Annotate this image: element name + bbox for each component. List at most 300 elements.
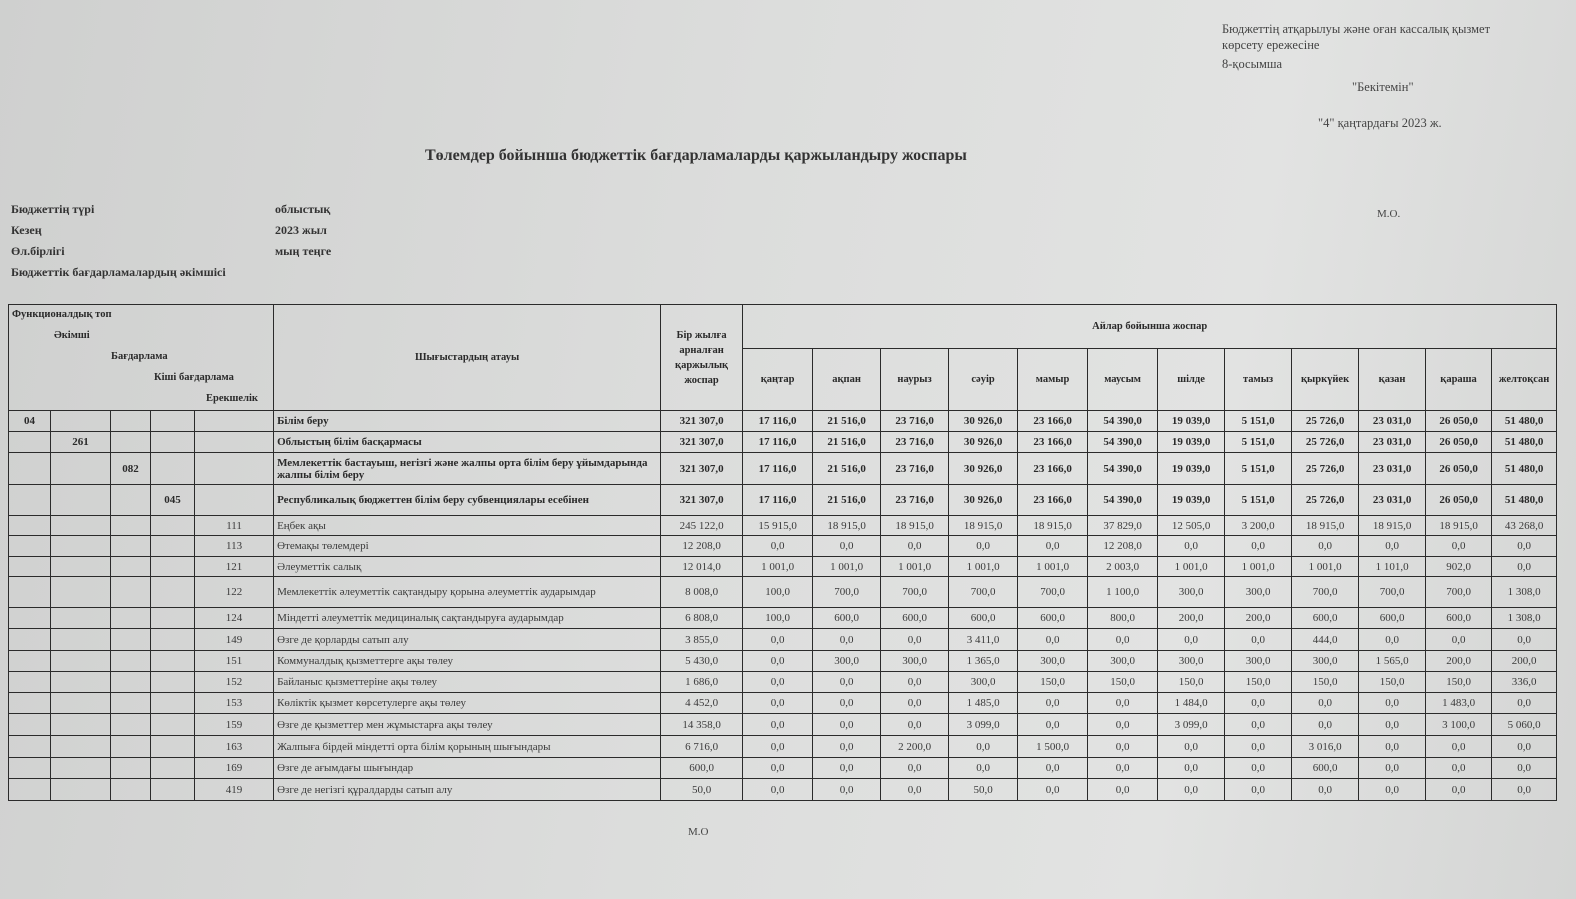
month-value: 0,0: [1018, 693, 1088, 714]
month-value: 100,0: [743, 577, 813, 608]
month-value: 18 915,0: [881, 516, 949, 536]
program-code: [111, 516, 151, 536]
month-value: 300,0: [881, 651, 949, 672]
program-code: [111, 577, 151, 608]
month-value: 0,0: [1018, 536, 1088, 557]
month-value: 700,0: [813, 577, 881, 608]
subprogram-code: [151, 577, 195, 608]
header-month: желтоқсан: [1492, 349, 1557, 411]
month-value: 0,0: [813, 536, 881, 557]
header-annual-plan: Бір жылға арналған қаржылық жоспар: [661, 305, 743, 411]
header-month: сәуір: [949, 349, 1018, 411]
month-value: 54 390,0: [1088, 432, 1158, 453]
month-value: 26 050,0: [1426, 453, 1492, 485]
annual-plan-value: 3 855,0: [661, 629, 743, 651]
month-value: 21 516,0: [813, 432, 881, 453]
month-value: 19 039,0: [1158, 453, 1225, 485]
month-value: 200,0: [1225, 608, 1292, 629]
header-expense-name: Шығыстардың атауы: [274, 305, 661, 411]
month-value: 23 031,0: [1359, 432, 1426, 453]
month-value: 700,0: [1018, 577, 1088, 608]
header-month: ақпан: [813, 349, 881, 411]
month-value: 17 116,0: [743, 453, 813, 485]
table-row: [9, 651, 1557, 672]
annual-plan-value: 8 008,0: [661, 577, 743, 608]
month-value: 700,0: [949, 577, 1018, 608]
code-headers-cell: [9, 305, 274, 411]
functional-group-code: [9, 736, 51, 758]
month-value: 23 716,0: [881, 432, 949, 453]
table-row: [9, 714, 1557, 736]
budget-plan-table: [8, 304, 1557, 801]
month-value: 0,0: [1292, 693, 1359, 714]
month-value: 51 480,0: [1492, 411, 1557, 432]
month-value: 0,0: [743, 536, 813, 557]
specifics-code: [195, 485, 274, 516]
month-value: 23 716,0: [881, 485, 949, 516]
month-value: 0,0: [1426, 536, 1492, 557]
month-value: 0,0: [813, 736, 881, 758]
annual-plan-value: 14 358,0: [661, 714, 743, 736]
month-value: 600,0: [1292, 758, 1359, 779]
administrator-code: [51, 629, 111, 651]
month-value: 26 050,0: [1426, 411, 1492, 432]
expense-name: Көліктік қызмет көрсетулерге ақы төлеу: [274, 693, 661, 714]
month-value: 300,0: [949, 672, 1018, 693]
month-value: 0,0: [1292, 714, 1359, 736]
month-value: 0,0: [1359, 693, 1426, 714]
subprogram-code: [151, 758, 195, 779]
functional-group-code: [9, 536, 51, 557]
month-value: 0,0: [1088, 629, 1158, 651]
annual-plan-value: 321 307,0: [661, 485, 743, 516]
month-value: 0,0: [1492, 736, 1557, 758]
header-subprogram: Кіші бағдарлама: [154, 372, 234, 383]
expense-name: Өзге де қызметтер мен жұмыстарға ақы төлеу: [274, 714, 661, 736]
month-value: 19 039,0: [1158, 485, 1225, 516]
approval-rule-line2: көрсету ережесіне: [1222, 38, 1320, 52]
month-value: 0,0: [1292, 779, 1359, 801]
month-value: 1 001,0: [743, 557, 813, 577]
month-value: 51 480,0: [1492, 453, 1557, 485]
month-value: 21 516,0: [813, 485, 881, 516]
annual-plan-value: 245 122,0: [661, 516, 743, 536]
month-value: 300,0: [813, 651, 881, 672]
month-value: 23 166,0: [1018, 453, 1088, 485]
annual-plan-value: 6 716,0: [661, 736, 743, 758]
table-row: [9, 557, 1557, 577]
month-value: 0,0: [1225, 536, 1292, 557]
month-value: 600,0: [813, 608, 881, 629]
month-value: 0,0: [1426, 736, 1492, 758]
month-value: 1 101,0: [1359, 557, 1426, 577]
month-value: 12 208,0: [1088, 536, 1158, 557]
month-value: 200,0: [1158, 608, 1225, 629]
month-value: 0,0: [949, 536, 1018, 557]
month-value: 18 915,0: [1292, 516, 1359, 536]
expense-name: Өзге де негізгі құралдарды сатып алу: [274, 779, 661, 801]
month-value: 0,0: [743, 672, 813, 693]
month-value: 23 031,0: [1359, 453, 1426, 485]
month-value: 336,0: [1492, 672, 1557, 693]
specifics-code: 149: [195, 629, 274, 651]
month-value: 0,0: [813, 629, 881, 651]
month-value: 0,0: [1359, 779, 1426, 801]
header-month: маусым: [1088, 349, 1158, 411]
month-value: 1 001,0: [1292, 557, 1359, 577]
month-value: 0,0: [1088, 693, 1158, 714]
administrator-code: [51, 672, 111, 693]
administrator-code: [51, 516, 111, 536]
month-value: 600,0: [949, 608, 1018, 629]
month-value: 1 500,0: [1018, 736, 1088, 758]
month-value: 0,0: [1225, 779, 1292, 801]
month-value: 300,0: [1018, 651, 1088, 672]
header-monthly-plan: Айлар бойынша жоспар: [743, 305, 1557, 349]
month-value: 30 926,0: [949, 432, 1018, 453]
month-value: 26 050,0: [1426, 432, 1492, 453]
table-row: [9, 453, 1557, 485]
month-value: 0,0: [1088, 736, 1158, 758]
header-month: қараша: [1426, 349, 1492, 411]
month-value: 5 151,0: [1225, 432, 1292, 453]
month-value: 0,0: [1158, 629, 1225, 651]
expense-name: Мемлекеттік әлеуметтік сақтандыру қорына әлеуметтік аударымдар: [274, 577, 661, 608]
expense-name: Байланыс қызметтеріне ақы төлеу: [274, 672, 661, 693]
program-code: [111, 693, 151, 714]
expense-name: Өзге де қорларды сатып алу: [274, 629, 661, 651]
month-value: 1 485,0: [949, 693, 1018, 714]
functional-group-code: [9, 779, 51, 801]
header-program: Бағдарлама: [111, 351, 168, 362]
annual-plan-value: 50,0: [661, 779, 743, 801]
month-value: 2 200,0: [881, 736, 949, 758]
month-value: 30 926,0: [949, 485, 1018, 516]
program-code: [111, 672, 151, 693]
approval-rule-line1: Бюджеттің атқарылуы және оған кассалық қызмет: [1222, 22, 1491, 36]
header-month: қыркүйек: [1292, 349, 1359, 411]
subprogram-code: [151, 651, 195, 672]
month-value: 1 001,0: [881, 557, 949, 577]
approval-date: "4" қаңтардағы 2023 ж.: [1318, 116, 1442, 130]
expense-name: Білім беру: [274, 411, 661, 432]
month-value: 51 480,0: [1492, 485, 1557, 516]
month-value: 21 516,0: [813, 453, 881, 485]
month-value: 3 100,0: [1426, 714, 1492, 736]
annual-plan-value: 600,0: [661, 758, 743, 779]
subprogram-code: [151, 714, 195, 736]
month-value: 18 915,0: [1426, 516, 1492, 536]
month-value: 0,0: [1292, 536, 1359, 557]
month-value: 0,0: [1088, 758, 1158, 779]
month-value: 0,0: [1225, 629, 1292, 651]
month-value: 23 166,0: [1018, 411, 1088, 432]
month-value: 0,0: [1225, 736, 1292, 758]
administrator-code: [51, 536, 111, 557]
month-value: 0,0: [813, 779, 881, 801]
specifics-code: [195, 453, 274, 485]
month-value: 43 268,0: [1492, 516, 1557, 536]
expense-name: Өтемақы төлемдері: [274, 536, 661, 557]
expense-name: Мемлекеттік бастауыш, негізгі және жалпы орта білім беру ұйымдарында жалпы білім беру: [274, 453, 661, 485]
program-code: 082: [111, 453, 151, 485]
month-value: 300,0: [1158, 651, 1225, 672]
month-value: 18 915,0: [949, 516, 1018, 536]
month-value: 1 308,0: [1492, 577, 1557, 608]
month-value: 1 001,0: [813, 557, 881, 577]
program-code: [111, 485, 151, 516]
month-value: 15 915,0: [743, 516, 813, 536]
month-value: 23 166,0: [1018, 485, 1088, 516]
month-value: 12 505,0: [1158, 516, 1225, 536]
month-value: 17 116,0: [743, 485, 813, 516]
expense-name: Әлеуметтік салық: [274, 557, 661, 577]
month-value: 902,0: [1426, 557, 1492, 577]
month-value: 0,0: [881, 758, 949, 779]
appendix-label: 8-қосымша: [1222, 57, 1283, 71]
month-value: 51 480,0: [1492, 432, 1557, 453]
month-value: 0,0: [1359, 714, 1426, 736]
month-value: 0,0: [1426, 629, 1492, 651]
expense-name: Коммуналдық қызметтерге ақы төлеу: [274, 651, 661, 672]
month-value: 3 200,0: [1225, 516, 1292, 536]
subprogram-code: [151, 516, 195, 536]
month-value: 0,0: [1225, 714, 1292, 736]
header-functional-group: Функционалдық топ: [12, 309, 112, 320]
subprogram-code: [151, 629, 195, 651]
month-value: 800,0: [1088, 608, 1158, 629]
header-administrator: Әкімші: [54, 330, 90, 341]
subprogram-code: [151, 453, 195, 485]
month-value: 1 100,0: [1088, 577, 1158, 608]
functional-group-code: [9, 516, 51, 536]
month-value: 3 411,0: [949, 629, 1018, 651]
approval-stamp: М.О.: [1377, 208, 1401, 220]
specifics-code: 419: [195, 779, 274, 801]
month-value: 54 390,0: [1088, 453, 1158, 485]
administrator-code: [51, 577, 111, 608]
month-value: 0,0: [1158, 779, 1225, 801]
month-value: 0,0: [743, 758, 813, 779]
functional-group-code: [9, 651, 51, 672]
month-value: 0,0: [949, 758, 1018, 779]
administrator-code: [51, 693, 111, 714]
expense-name: Облыстың білім басқармасы: [274, 432, 661, 453]
month-value: 150,0: [1088, 672, 1158, 693]
month-value: 0,0: [1492, 536, 1557, 557]
functional-group-code: [9, 577, 51, 608]
month-value: 1 001,0: [949, 557, 1018, 577]
annual-plan-value: 1 686,0: [661, 672, 743, 693]
subprogram-code: [151, 779, 195, 801]
month-value: 0,0: [1492, 629, 1557, 651]
subprogram-code: [151, 736, 195, 758]
functional-group-code: [9, 557, 51, 577]
month-value: 444,0: [1292, 629, 1359, 651]
table-row: [9, 485, 1557, 516]
program-code: [111, 608, 151, 629]
specifics-code: [195, 432, 274, 453]
month-value: 5 151,0: [1225, 411, 1292, 432]
month-value: 0,0: [1158, 736, 1225, 758]
administrator-code: [51, 485, 111, 516]
month-value: 0,0: [881, 779, 949, 801]
month-value: 0,0: [813, 714, 881, 736]
month-value: 1 365,0: [949, 651, 1018, 672]
month-value: 37 829,0: [1088, 516, 1158, 536]
administrator-code: 261: [51, 432, 111, 453]
month-value: 0,0: [1359, 758, 1426, 779]
month-value: 2 003,0: [1088, 557, 1158, 577]
annual-plan-value: 6 808,0: [661, 608, 743, 629]
specifics-code: 169: [195, 758, 274, 779]
table-row: [9, 736, 1557, 758]
month-value: 700,0: [1292, 577, 1359, 608]
month-value: 0,0: [813, 693, 881, 714]
month-value: 300,0: [1225, 651, 1292, 672]
month-value: 25 726,0: [1292, 432, 1359, 453]
month-value: 600,0: [1426, 608, 1492, 629]
month-value: 25 726,0: [1292, 411, 1359, 432]
program-code: [111, 557, 151, 577]
administrator-code: [51, 736, 111, 758]
month-value: 0,0: [1492, 758, 1557, 779]
table-row: [9, 758, 1557, 779]
month-value: 26 050,0: [1426, 485, 1492, 516]
annual-plan-value: 12 014,0: [661, 557, 743, 577]
expense-name: Республикалық бюджеттен білім беру субвенциялары есебінен: [274, 485, 661, 516]
month-value: 200,0: [1426, 651, 1492, 672]
administrator-code: [51, 608, 111, 629]
month-value: 1 483,0: [1426, 693, 1492, 714]
month-value: 0,0: [813, 758, 881, 779]
month-value: 0,0: [1158, 536, 1225, 557]
program-code: [111, 651, 151, 672]
subprogram-code: [151, 672, 195, 693]
header-month: тамыз: [1225, 349, 1292, 411]
program-code: [111, 629, 151, 651]
functional-group-code: [9, 453, 51, 485]
subprogram-code: [151, 536, 195, 557]
header-month: наурыз: [881, 349, 949, 411]
month-value: 150,0: [1158, 672, 1225, 693]
functional-group-code: [9, 672, 51, 693]
annual-plan-value: 5 430,0: [661, 651, 743, 672]
page-title: Төлемдер бойынша бюджеттік бағдарламаларды қаржыландыру жоспары: [425, 147, 967, 164]
month-value: 700,0: [1359, 577, 1426, 608]
administrator-code: [51, 557, 111, 577]
month-value: 0,0: [1158, 758, 1225, 779]
month-value: 23 031,0: [1359, 485, 1426, 516]
month-value: 17 116,0: [743, 432, 813, 453]
month-value: 0,0: [881, 672, 949, 693]
specifics-code: 152: [195, 672, 274, 693]
functional-group-code: [9, 608, 51, 629]
specifics-code: 159: [195, 714, 274, 736]
program-code: [111, 536, 151, 557]
month-value: 0,0: [743, 736, 813, 758]
month-value: 0,0: [743, 651, 813, 672]
functional-group-code: [9, 432, 51, 453]
functional-group-code: [9, 485, 51, 516]
table-row: [9, 432, 1557, 453]
functional-group-code: [9, 693, 51, 714]
month-value: 0,0: [1088, 779, 1158, 801]
month-value: 21 516,0: [813, 411, 881, 432]
month-value: 0,0: [881, 714, 949, 736]
month-value: 300,0: [1088, 651, 1158, 672]
month-value: 0,0: [881, 536, 949, 557]
month-value: 150,0: [1225, 672, 1292, 693]
subprogram-code: 045: [151, 485, 195, 516]
month-value: 0,0: [1492, 693, 1557, 714]
month-value: 18 915,0: [813, 516, 881, 536]
meta-value: облыстық: [275, 202, 331, 216]
header-month: қаңтар: [743, 349, 813, 411]
month-value: 0,0: [881, 629, 949, 651]
administrator-code: [51, 453, 111, 485]
month-value: 5 060,0: [1492, 714, 1557, 736]
table-row: [9, 693, 1557, 714]
month-value: 30 926,0: [949, 453, 1018, 485]
month-value: 1 001,0: [1018, 557, 1088, 577]
specifics-code: 111: [195, 516, 274, 536]
meta-value: мың теңге: [275, 244, 332, 258]
month-value: 0,0: [743, 714, 813, 736]
month-value: 3 099,0: [1158, 714, 1225, 736]
month-value: 200,0: [1492, 651, 1557, 672]
program-code: [111, 779, 151, 801]
month-value: 3 099,0: [949, 714, 1018, 736]
specifics-code: 151: [195, 651, 274, 672]
functional-group-code: [9, 714, 51, 736]
month-value: 0,0: [1018, 714, 1088, 736]
meta-label: Бюджеттің түрі: [11, 202, 95, 216]
administrator-code: [51, 651, 111, 672]
subprogram-code: [151, 693, 195, 714]
month-value: 0,0: [1225, 693, 1292, 714]
specifics-code: 122: [195, 577, 274, 608]
month-value: 30 926,0: [949, 411, 1018, 432]
program-code: [111, 411, 151, 432]
month-value: 100,0: [743, 608, 813, 629]
header-month: мамыр: [1018, 349, 1088, 411]
month-value: 17 116,0: [743, 411, 813, 432]
table-row: [9, 779, 1557, 801]
administrator-code: [51, 758, 111, 779]
month-value: 0,0: [1426, 779, 1492, 801]
table-row: [9, 536, 1557, 557]
month-value: 0,0: [743, 693, 813, 714]
month-value: 150,0: [1018, 672, 1088, 693]
program-code: [111, 714, 151, 736]
program-code: [111, 758, 151, 779]
month-value: 600,0: [881, 608, 949, 629]
specifics-code: 113: [195, 536, 274, 557]
month-value: 700,0: [881, 577, 949, 608]
administrator-code: [51, 779, 111, 801]
subprogram-code: [151, 557, 195, 577]
meta-label: Өл.бірлігі: [11, 244, 65, 258]
month-value: 0,0: [1018, 629, 1088, 651]
month-value: 600,0: [1359, 608, 1426, 629]
month-value: 300,0: [1292, 651, 1359, 672]
expense-name: Міндетті әлеуметтік медициналық сақтандыруға аударымдар: [274, 608, 661, 629]
month-value: 18 915,0: [1018, 516, 1088, 536]
footer-stamp: М.О: [688, 826, 709, 838]
month-value: 300,0: [1225, 577, 1292, 608]
month-value: 0,0: [1018, 779, 1088, 801]
